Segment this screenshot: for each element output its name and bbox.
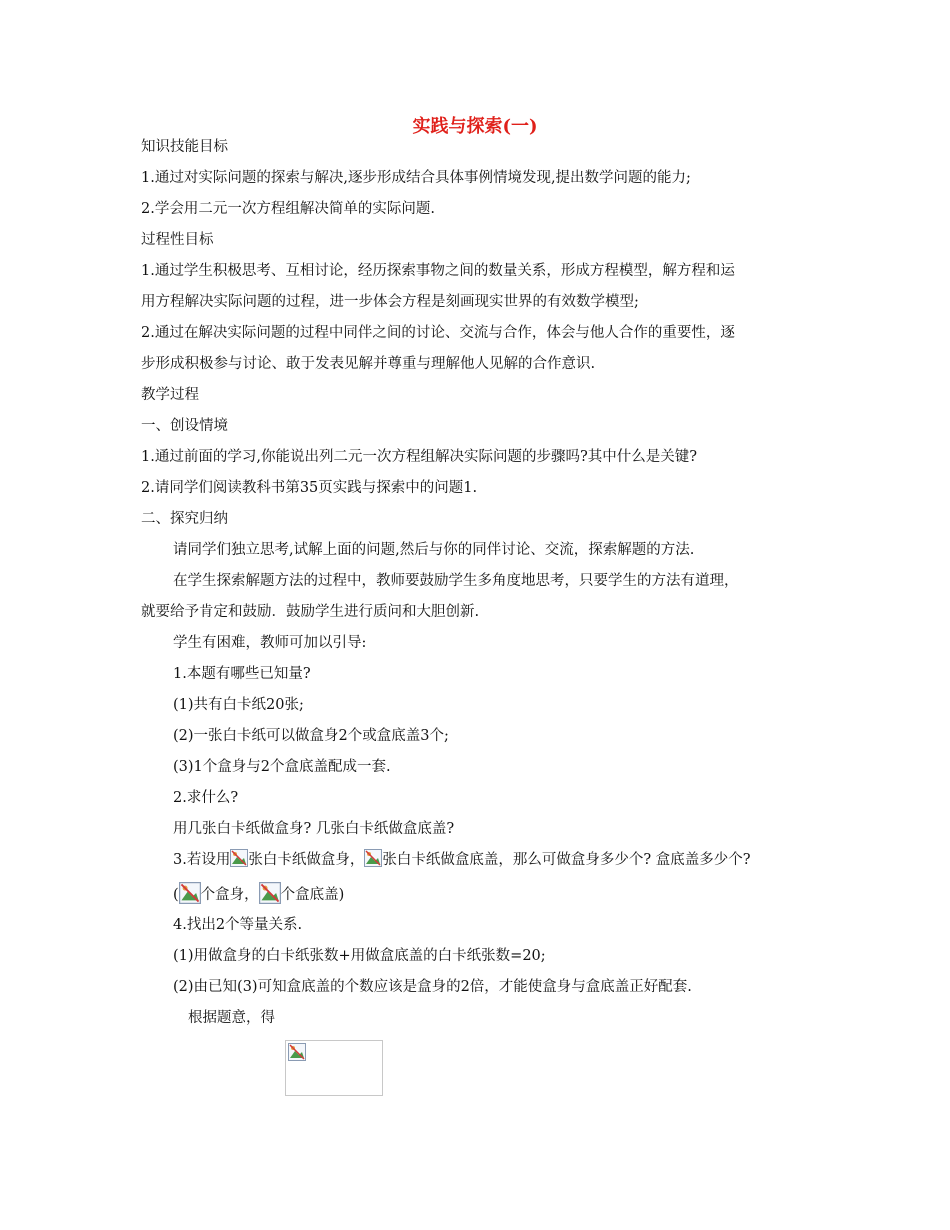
list-item: (2)由已知(3)可知盒底盖的个数应该是盒身的2倍，才能使盒身与盒底盖正好配套. <box>173 979 692 995</box>
paragraph-line: 1.通过前面的学习,你能说出列二元一次方程组解决实际问题的步骤吗?其中什么是关键? <box>141 449 697 465</box>
paragraph-line: 步形成积极参与讨论、敢于发表见解并尊重与理解他人见解的合作意识. <box>141 356 596 372</box>
list-item: 1.本题有哪些已知量? <box>173 666 311 682</box>
paragraph-line-with-images <box>173 882 344 906</box>
section-heading-scenario: 一、创设情境 <box>141 418 228 434</box>
paragraph-line: 1.通过对实际问题的探索与解决,逐步形成结合具体事例情境发现,提出数学问题的能力; <box>141 170 691 186</box>
paragraph-line: 请同学们独立思考,试解上面的问题,然后与你的同伴讨论、交流，探索解题的方法. <box>173 542 695 558</box>
text-segment: 个盒底盖) <box>280 887 345 903</box>
broken-image-icon <box>259 882 281 904</box>
list-item: 4.找出2个等量关系. <box>173 917 303 933</box>
paragraph-line: 根据题意，得 <box>188 1010 275 1026</box>
section-heading-teaching-process: 教学过程 <box>141 387 199 403</box>
document-title: 实践与探索(一) <box>412 116 538 137</box>
broken-image-icon <box>288 1043 306 1061</box>
text-segment: 张白卡纸做盒底盖，那么可做盒身多少个? 盒底盖多少个? <box>382 852 751 868</box>
list-item: 2.求什么? <box>173 790 239 806</box>
paragraph-line: 就要给予肯定和鼓励．鼓励学生进行质问和大胆创新. <box>141 604 480 620</box>
broken-image-icon <box>364 849 382 867</box>
paragraph-line: 2.请同学们阅读教科书第35页实践与探索中的问题1. <box>141 480 478 496</box>
section-heading-explore: 二、探究归纳 <box>141 511 228 527</box>
text-segment: ( <box>173 887 179 903</box>
paragraph-line: 在学生探索解题方法的过程中，教师要鼓励学生多角度地思考，只要学生的方法有道理， <box>173 573 739 589</box>
paragraph-line: 2.学会用二元一次方程组解决简单的实际问题. <box>141 201 435 217</box>
list-item: (3)1个盒身与2个盒底盖配成一套. <box>173 759 391 775</box>
text-segment: 3.若设用 <box>173 852 231 868</box>
section-heading-process-goals: 过程性目标 <box>141 232 214 248</box>
broken-image-icon <box>230 849 248 867</box>
list-item: (1)共有白卡纸20张; <box>173 697 304 713</box>
paragraph-line: 用几张白卡纸做盒身? 几张白卡纸做盒底盖? <box>173 821 455 837</box>
paragraph-line: 学生有困难，教师可加以引导: <box>173 635 367 651</box>
paragraph-line: 1.通过学生积极思考、互相讨论，经历探索事物之间的数量关系，形成方程模型，解方程和运 <box>141 263 735 279</box>
list-item: (2)一张白卡纸可以做盒身2个或盒底盖3个; <box>173 728 449 744</box>
text-segment: 个盒身， <box>200 887 259 903</box>
broken-image-icon <box>179 882 201 904</box>
list-item: (1)用做盒身的白卡纸张数+用做盒底盖的白卡纸张数=20; <box>173 948 546 964</box>
paragraph-line: 2.通过在解决实际问题的过程中同伴之间的讨论、交流与合作，体会与他人合作的重要性，逐 <box>141 325 735 341</box>
equation-image-placeholder <box>285 1040 383 1096</box>
paragraph-line-with-images <box>173 849 751 871</box>
paragraph-line: 用方程解决实际问题的过程，进一步体会方程是刻画现实世界的有效数学模型; <box>141 294 639 310</box>
text-segment: 张白卡纸做盒身， <box>248 852 365 868</box>
section-heading-knowledge-goals: 知识技能目标 <box>141 139 228 155</box>
